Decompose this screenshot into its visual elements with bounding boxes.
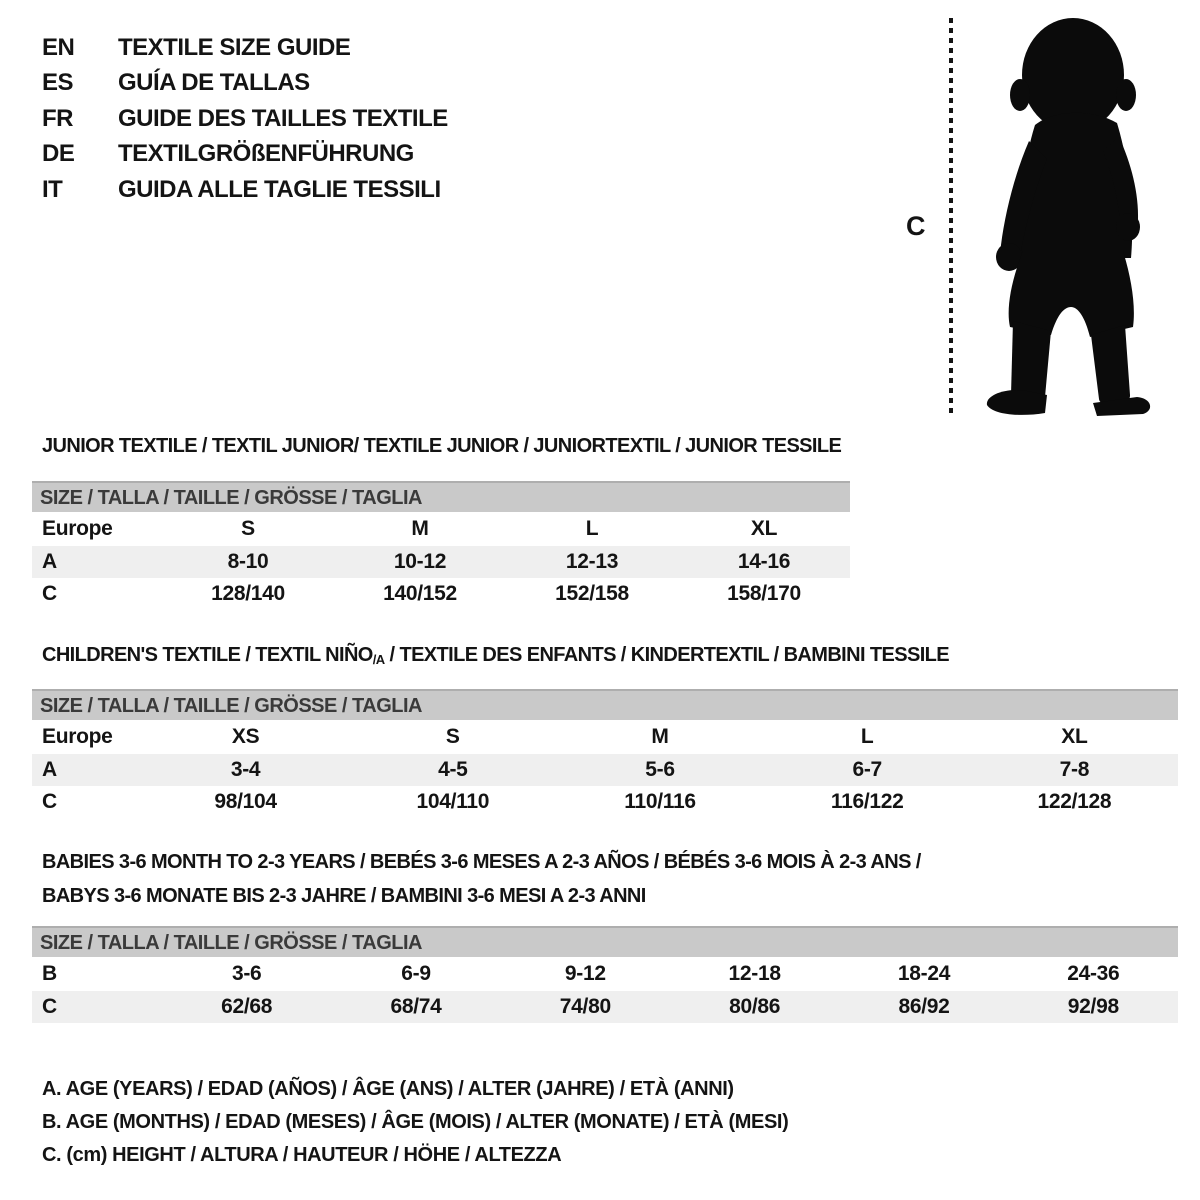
junior-size-header-bar: SIZE / TALLA / TAILLE / GRÖSSE / TAGLIA (32, 481, 850, 512)
value-cell: 8-10 (227, 550, 269, 573)
row-label: B (42, 962, 57, 985)
row-label: A (42, 758, 57, 781)
value-cell: 92/98 (1067, 995, 1119, 1018)
value-cell: 128/140 (211, 582, 285, 605)
children-region-row (32, 720, 1178, 754)
value-cell: 110/116 (624, 790, 696, 813)
value-cell: 68/74 (390, 995, 442, 1018)
value-cell: 7-8 (1059, 758, 1090, 781)
size-cell: S (241, 517, 255, 540)
size-cell: XL (750, 517, 778, 540)
region-label: Europe (42, 725, 113, 748)
value-cell: 18-24 (897, 962, 951, 985)
value-cell: 86/92 (898, 995, 950, 1018)
lang-row-de (42, 137, 448, 173)
value-cell: 4-5 (438, 758, 468, 781)
value-cell: 12-18 (728, 962, 781, 985)
lang-title: GUÍA DE TALLAS (118, 69, 310, 97)
lang-title: GUIDA ALLE TAGLIE TESSILI (118, 175, 441, 203)
babies-section-title-line1: BABIES 3-6 MONTH TO 2-3 YEARS / BEBÉS 3-6 MESES A 2-3 AÑOS / BÉBÉS 3-6 MOIS À 2-3 ANS / (42, 851, 921, 873)
language-title-block (42, 30, 448, 208)
value-cell: 5-6 (645, 758, 675, 781)
children-size-header-bar: SIZE / TALLA / TAILLE / GRÖSSE / TAGLIA (32, 689, 1178, 720)
value-cell: 10-12 (393, 550, 447, 573)
lang-row-fr (42, 101, 448, 137)
value-cell: 80/86 (729, 995, 781, 1018)
size-cell: XS (231, 725, 260, 748)
lang-code: ES (42, 69, 74, 97)
children-title-suffix: / TEXTILE DES ENFANTS / KINDERTEXTIL / BAMBINI TESSILE (384, 644, 950, 666)
value-cell: 152/158 (555, 582, 629, 605)
junior-age-row (32, 546, 850, 578)
babies-size-table (32, 926, 1178, 1023)
legend-height-cm: C. (cm) HEIGHT / ALTURA / HAUTEUR / HÖHE / ALTEZZA (42, 1144, 562, 1166)
children-age-row (32, 754, 1178, 786)
row-label: C (42, 582, 57, 605)
babies-size-header-bar: SIZE / TALLA / TAILLE / GRÖSSE / TAGLIA (32, 926, 1178, 957)
children-section-title (42, 643, 949, 669)
value-cell: 3-4 (230, 758, 261, 781)
value-cell: 116/122 (830, 790, 904, 813)
value-cell: 122/128 (1037, 790, 1112, 813)
junior-region-row (32, 512, 850, 546)
babies-months-row (32, 957, 1178, 991)
lang-code: DE (42, 140, 75, 168)
row-label: C (42, 790, 57, 813)
row-label: C (42, 995, 57, 1018)
lang-code: EN (42, 33, 75, 61)
children-title-sub: /A (372, 652, 385, 667)
lang-title: TEXTILGRÖßENFÜHRUNG (118, 140, 414, 168)
value-cell: 6-7 (852, 758, 882, 781)
lang-row-it (42, 172, 448, 208)
value-cell: 158/170 (727, 582, 801, 605)
height-measure-dotted-line (949, 18, 953, 418)
value-cell: 62/68 (221, 995, 273, 1018)
size-cell: M (651, 725, 669, 748)
junior-section-title: JUNIOR TEXTILE / TEXTIL JUNIOR/ TEXTILE JUNIOR / JUNIORTEXTIL / JUNIOR TESSILE (42, 435, 842, 457)
value-cell: 12-13 (565, 550, 619, 573)
children-size-table (32, 689, 1178, 818)
babies-height-row (32, 991, 1178, 1023)
region-label: Europe (42, 517, 113, 540)
size-cell: L (860, 725, 874, 748)
legend-age-months: B. AGE (MONTHS) / EDAD (MESES) / ÂGE (MOIS) / ALTER (MONATE) / ETÀ (MESI) (42, 1111, 789, 1133)
value-cell: 6-9 (401, 962, 431, 985)
junior-size-table (32, 481, 850, 610)
lang-title: TEXTILE SIZE GUIDE (118, 33, 351, 61)
value-cell: 74/80 (559, 995, 611, 1018)
value-cell: 9-12 (564, 962, 606, 985)
value-cell: 140/152 (383, 582, 457, 605)
measurement-legend (42, 1073, 788, 1172)
children-height-row (32, 786, 1178, 818)
height-measure-label: C (906, 211, 926, 241)
value-cell: 104/110 (416, 790, 490, 813)
value-cell: 98/104 (214, 790, 277, 813)
legend-age-years: A. AGE (YEARS) / EDAD (AÑOS) / ÂGE (ANS) / ALTER (JAHRE) / ETÀ (ANNI) (42, 1078, 734, 1100)
size-cell: XL (1061, 725, 1088, 748)
value-cell: 3-6 (231, 962, 262, 985)
toddler-silhouette-icon (973, 13, 1163, 418)
size-cell: L (585, 517, 599, 540)
value-cell: 14-16 (737, 550, 791, 573)
size-cell: M (411, 517, 429, 540)
lang-title: GUIDE DES TAILLES TEXTILE (118, 104, 448, 132)
babies-section-title-line2: BABYS 3-6 MONATE BIS 2-3 JAHRE / BAMBINI 3-6 MESI A 2-3 ANNI (42, 885, 646, 907)
children-title-prefix: CHILDREN'S TEXTILE / TEXTIL NIÑO (42, 644, 373, 666)
lang-row-es (42, 66, 448, 102)
lang-code: IT (42, 175, 63, 203)
row-label: A (42, 550, 57, 573)
size-cell: S (445, 725, 460, 748)
junior-height-row (32, 578, 850, 610)
lang-code: FR (42, 104, 73, 132)
lang-row-en (42, 30, 448, 66)
value-cell: 24-36 (1067, 962, 1120, 985)
